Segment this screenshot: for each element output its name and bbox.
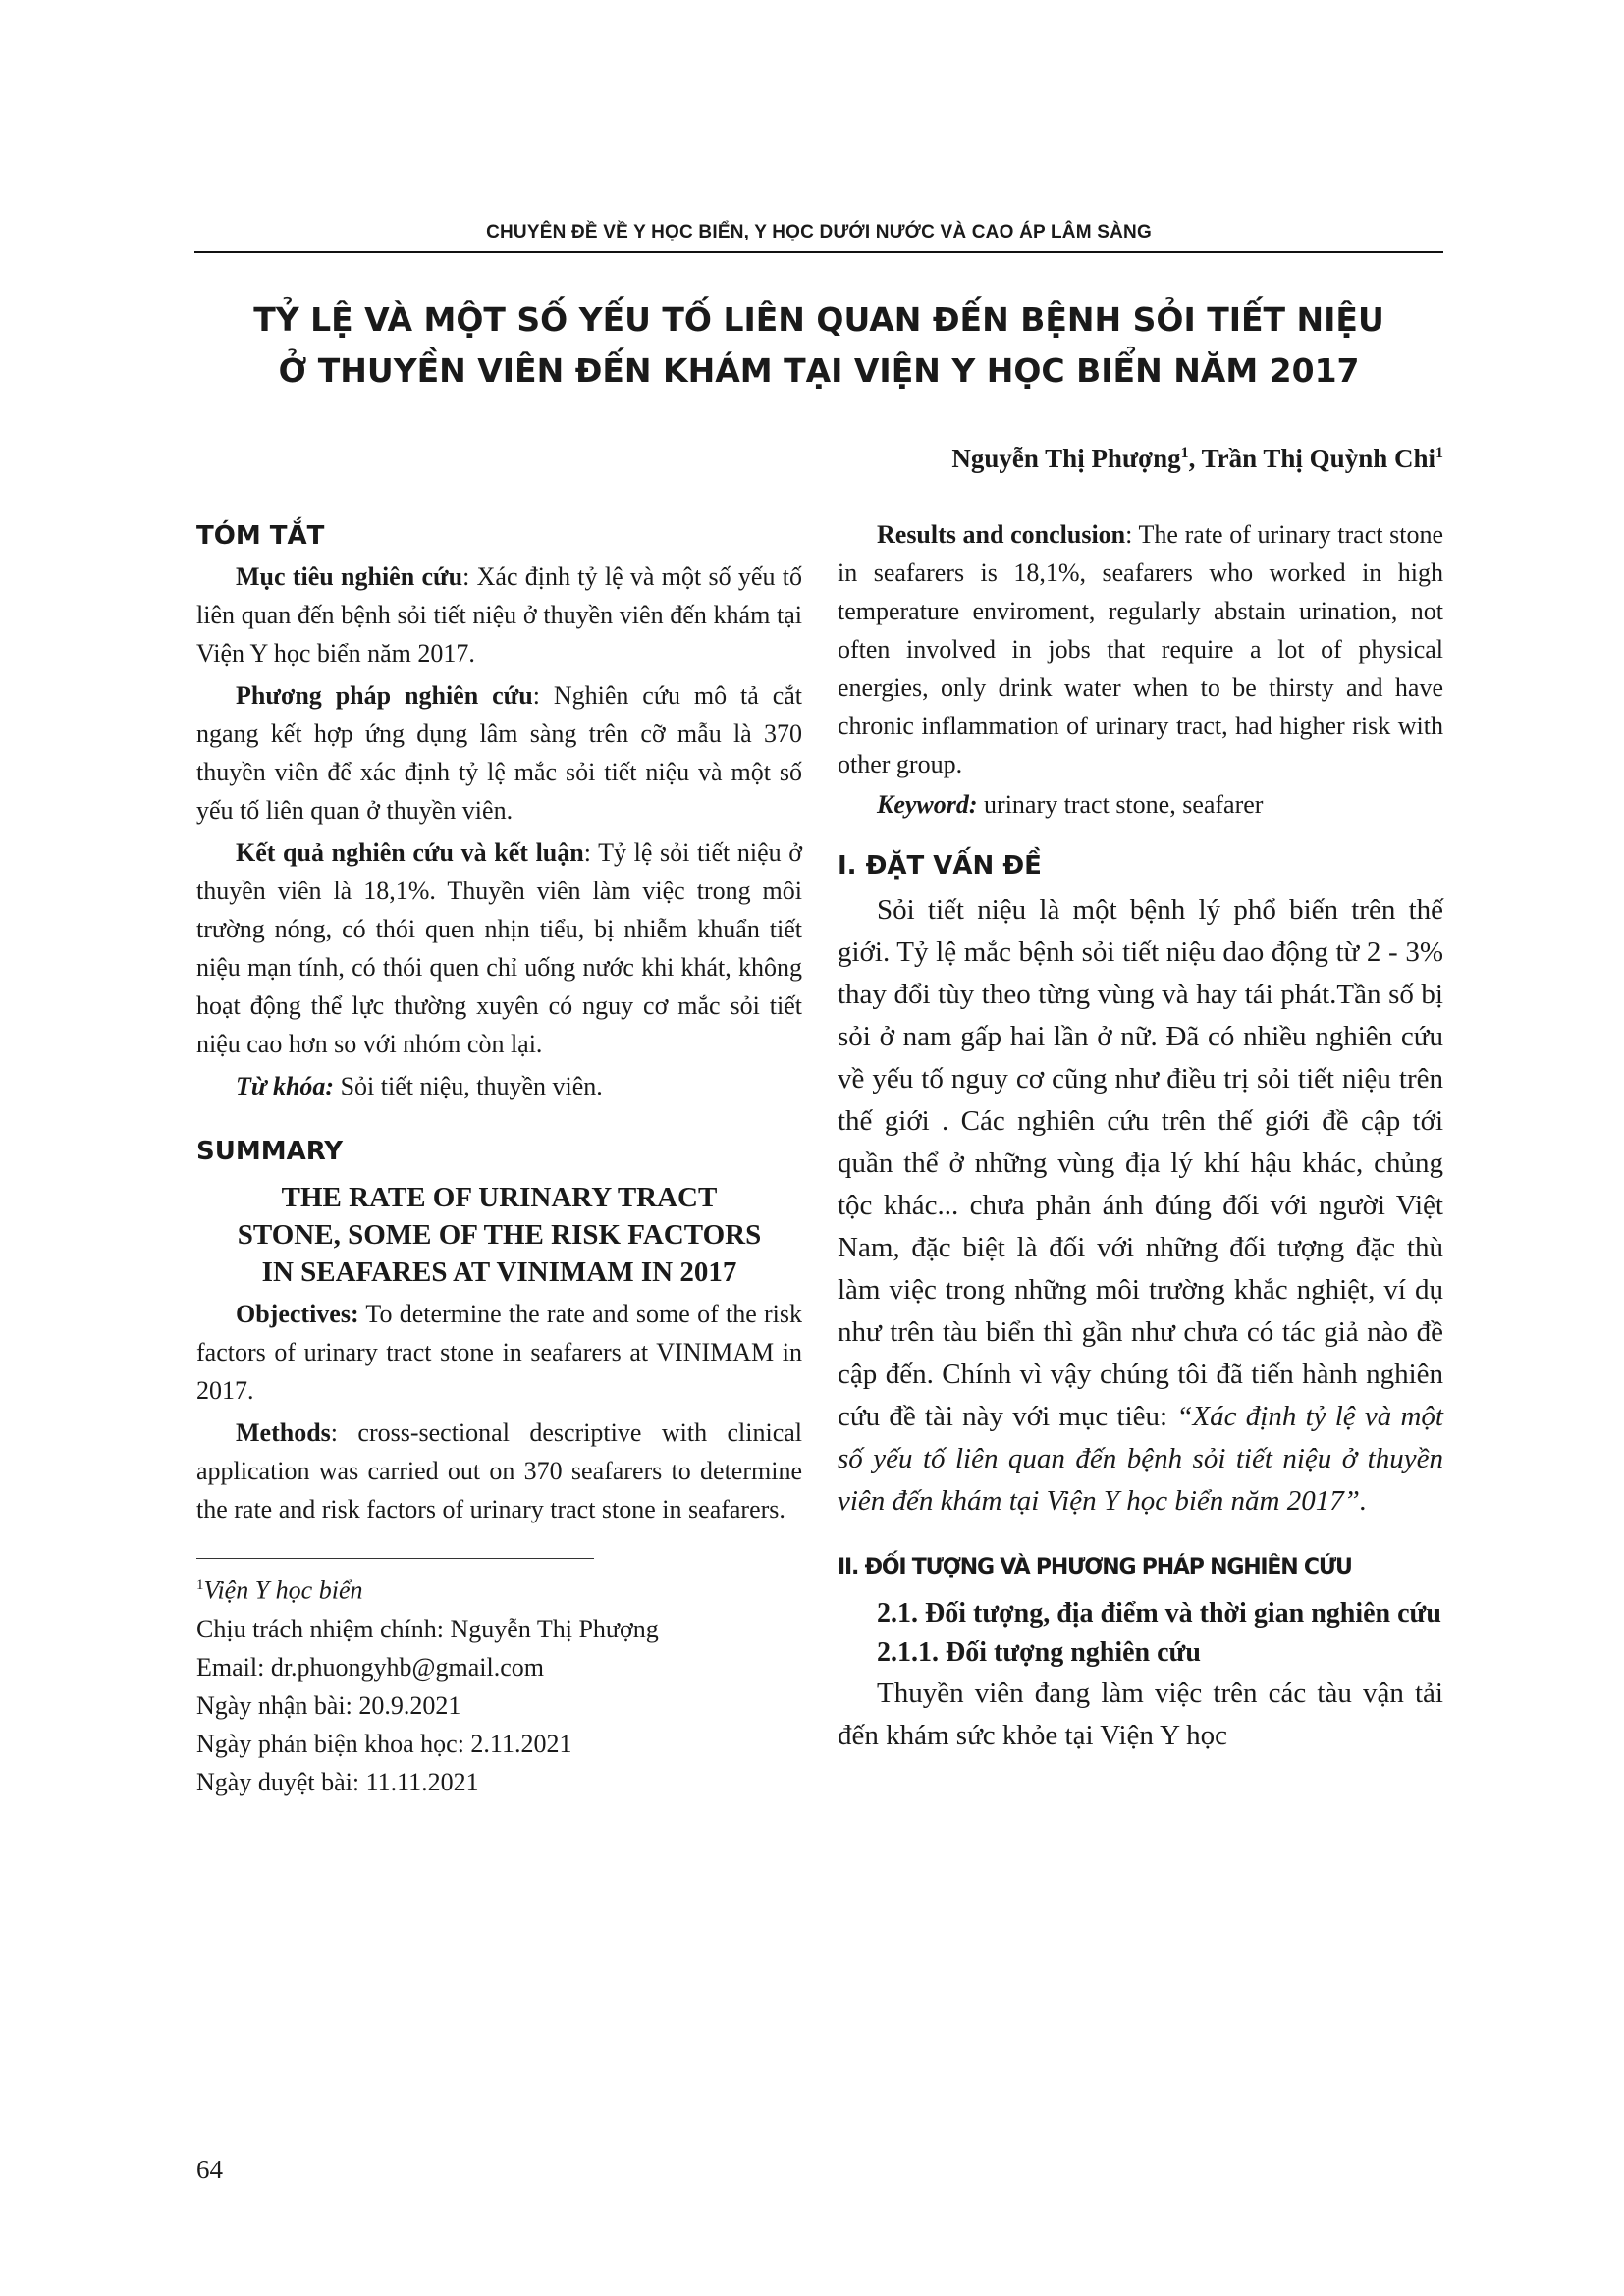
author-line	[951, 444, 1443, 474]
article-title	[194, 294, 1443, 397]
objectives-label: Objectives:	[236, 1300, 359, 1328]
section-1-text: Sỏi tiết niệu là một bệnh lý phổ biến trên thế giới. Tỷ lệ mắc bệnh sỏi tiết niệu dao động từ 2 - 3% thay đổi tùy theo từng vùng và hay tái phát.Tần số bị sỏi ở nam gấp hai lần ở nữ. Đã có nhiều nghiên cứu về yếu tố nguy cơ cũng như điều trị sỏi tiết niệu trên thế giới . Các nghiên cứu trên thế giới đề cập tới quần thể ở những vùng địa lý khí hậu khác, chủng tộc khác... chưa phản ánh đúng đối với người Việt Nam, đặc biệt là đối với những đối tượng đặc thù làm việc trong những môi trường khắc nghiệt, ví dụ như trên tàu biển thì gần như chưa có tác giả nào đề cập đến. Chính vì vậy chúng tôi đã tiến hành nghiên cứu đề tài này với mục tiêu:	[838, 894, 1443, 1432]
methods-label: Methods	[236, 1418, 331, 1447]
footnote-rule	[196, 1558, 594, 1559]
abstract-keywords	[196, 1067, 802, 1105]
abstract-heading: TÓM TẮT	[196, 521, 325, 551]
affiliation-text: Viện Y học biển	[203, 1575, 363, 1605]
footnote-responsible: Chịu trách nhiệm chính: Nguyễn Thị Phượng	[196, 1614, 659, 1643]
left-column	[196, 515, 802, 1801]
abstract-objective	[196, 558, 802, 672]
running-head: CHUYÊN ĐỀ VỀ Y HỌC BIỂN, Y HỌC DƯỚI NƯỚC VÀ CAO ÁP LÂM SÀNG	[486, 222, 1152, 242]
abstract-result	[196, 833, 802, 1063]
summary-keyword-label: Keyword:	[877, 790, 978, 819]
header-rule	[194, 251, 1443, 253]
subsection-2-1-heading: 2.1. Đối tượng, địa điểm và thời gian nghiên cứu	[877, 1598, 1441, 1629]
section-1-objective: “Xác định tỷ lệ và một số yếu tố liên quan đến bệnh sỏi tiết niệu ở thuyền viên đến khám tại Viện Y học biển năm 2017”.	[838, 1401, 1443, 1517]
section-1-heading: I. ĐẶT VẤN ĐỀ	[838, 851, 1042, 881]
section-1-body	[838, 889, 1443, 1522]
author-2-affiliation: 1	[1435, 445, 1443, 461]
summary-title: THE RATE OF URINARY TRACT STONE, SOME OF THE RISK FACTORS IN SEAFARES AT VINIMAM IN 2017	[237, 1182, 762, 1288]
results-text: : The rate of urinary tract stone in seafarers is 18,1%, seafarers who worked in high temperature enviroment, regularly abstain urination, not often involved in jobs that require a lot of physical energies, only drink water when to be thirsty and have chronic inflammation of urinary tract, had higher risk with other group.	[838, 520, 1443, 778]
abstract-method	[196, 676, 802, 829]
summary-keyword-text: urinary tract stone, seafarer	[977, 790, 1264, 819]
summary-heading: SUMMARY	[196, 1137, 344, 1166]
objectives-text: To determine the rate and some of the risk factors of urinary tract stone in seafarers at VINIMAM in 2017.	[196, 1300, 802, 1405]
author-1: Nguyễn Thị Phượng	[951, 444, 1181, 473]
summary-methods	[196, 1414, 802, 1528]
author-1-affiliation: 1	[1180, 445, 1189, 461]
section-2-body: Thuyền viên đang làm việc trên các tàu vận tải đến khám sức khỏe tại Viện Y học	[838, 1678, 1443, 1751]
title-line-2: Ở THUYỀN VIÊN ĐẾN KHÁM TẠI VIỆN Y HỌC BIỂN NĂM 2017	[278, 351, 1360, 390]
author-separator: ,	[1188, 444, 1202, 473]
footnote-received: Ngày nhận bài: 20.9.2021	[196, 1690, 461, 1720]
footnote-affiliation	[196, 1567, 802, 1610]
keyword-label: Từ khóa:	[236, 1072, 335, 1100]
results-label: Results and conclusion	[877, 520, 1126, 549]
summary-objectives	[196, 1295, 802, 1410]
method-text: : Nghiên cứu mô tả cắt ngang kết hợp ứng dụng lâm sàng trên cỡ mẫu là 370 thuyền viên để xác định tỷ lệ mắc sỏi tiết niệu và một số yếu tố liên quan ở thuyền viên.	[196, 681, 802, 825]
footnote-reviewed: Ngày phản biện khoa học: 2.11.2021	[196, 1729, 572, 1758]
result-text: : Tỷ lệ sỏi tiết niệu ở thuyền viên là 18,1%. Thuyền viên làm việc trong môi trường nóng, có thói quen nhịn tiểu, bị nhiễm khuẩn tiết niệu mạn tính, có thói quen chỉ uống nước khi khát, không hoạt động thể lực thường xuyên có nguy cơ mắc sỏi tiết niệu cao hơn so với nhóm còn lại.	[196, 838, 803, 1058]
section-2-heading: II. ĐỐI TƯỢNG VÀ PHƯƠNG PHÁP NGHIÊN CỨU	[838, 1555, 1352, 1579]
objective-label: Mục tiêu nghiên cứu	[236, 562, 463, 591]
footnote-email: Email: dr.phuongyhb@gmail.com	[196, 1652, 544, 1682]
subsection-2-1-1-heading: 2.1.1. Đối tượng nghiên cứu	[877, 1637, 1201, 1668]
title-line-1: TỶ LỆ VÀ MỘT SỐ YẾU TỐ LIÊN QUAN ĐẾN BỆNH SỎI TIẾT NIỆU	[253, 300, 1384, 339]
method-label: Phương pháp nghiên cứu	[236, 681, 533, 710]
author-2: Trần Thị Quỳnh Chi	[1201, 444, 1435, 473]
keyword-text: Sỏi tiết niệu, thuyền viên.	[334, 1072, 603, 1100]
objective-text: : Xác định tỷ lệ và một số yếu tố liên quan đến bệnh sỏi tiết niệu ở thuyền viên đến khám tại Viện Y học biển năm 2017.	[196, 562, 802, 667]
summary-results	[838, 515, 1443, 783]
footnote-accepted: Ngày duyệt bài: 11.11.2021	[196, 1767, 479, 1796]
page-number: 64	[196, 2155, 223, 2184]
result-label: Kết quả nghiên cứu và kết luận	[236, 838, 584, 867]
footnote-sup: 1	[196, 1577, 204, 1593]
summary-keywords	[838, 785, 1443, 824]
methods-text: : cross-sectional descriptive with clinical application was carried out on 370 seafarers to determine the rate and risk factors of urinary tract stone in seafarers.	[196, 1418, 802, 1523]
right-column	[838, 515, 1443, 1757]
